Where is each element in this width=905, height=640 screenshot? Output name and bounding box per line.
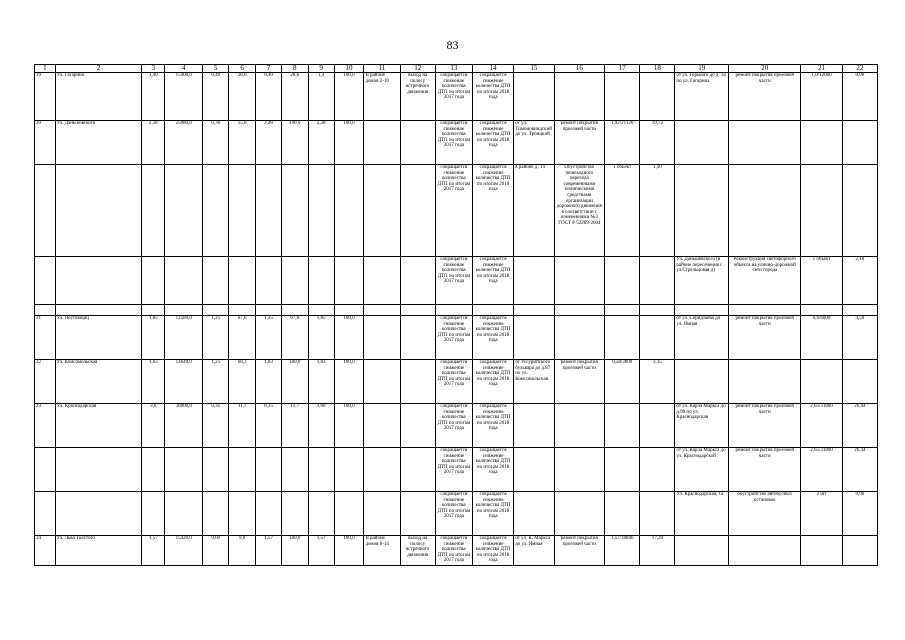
- table-cell: [364, 121, 400, 165]
- table-cell: Обустройство пешеходного перехода современными техническими средствами организации дорожного движения в соответствии с изменениями №3 ГОСТ Р 52289-2004: [554, 165, 605, 257]
- table-cell: 2,28: [142, 121, 165, 165]
- table-cell: [364, 165, 400, 257]
- table-row: [35, 305, 878, 316]
- table-cell: в районе д. 14: [514, 165, 554, 257]
- table-cell: [334, 165, 364, 257]
- table-cell: [514, 257, 554, 305]
- header-cell: 19: [675, 65, 729, 73]
- table-cell: [203, 448, 229, 492]
- table-cell: 1,85: [142, 316, 165, 360]
- table-cell: [801, 121, 842, 165]
- table-cell: от ул. Тимоновиндский до ул. Троицкий: [514, 121, 554, 165]
- table-cell: 26,44: [842, 448, 877, 492]
- table-cell: [203, 257, 229, 305]
- table-cell: 1 объект: [605, 165, 640, 257]
- table-cell: 14640,0: [165, 360, 203, 404]
- table-cell: [514, 316, 554, 360]
- table-cell: сокращается снижение количества ДТП по итогам 2017 года: [435, 536, 472, 566]
- table-cell: [142, 305, 165, 316]
- table-cell: [514, 305, 554, 316]
- table-row: [35, 360, 878, 404]
- table-cell: 24: [35, 536, 56, 566]
- table-cell: [229, 305, 256, 316]
- table-cell: 1,83: [308, 360, 334, 404]
- table-cell: [514, 448, 554, 492]
- table-cell: [801, 360, 842, 404]
- table-cell: [675, 305, 729, 316]
- table-row: [35, 492, 878, 536]
- table-cell: 1,57: [142, 536, 165, 566]
- table-cell: [165, 305, 203, 316]
- table-row: [35, 121, 878, 165]
- table-cell: 0,58/3800: [605, 360, 640, 404]
- table-cell: выход на полосу встречного движения: [400, 73, 435, 121]
- table-cell: [605, 448, 640, 492]
- table-cell: [605, 404, 640, 448]
- table-cell: ремонт покрытия проезжей части: [554, 360, 605, 404]
- table-cell: [554, 404, 605, 448]
- table-cell: 20: [35, 121, 56, 165]
- table-cell: 11,7: [281, 404, 308, 448]
- table-cell: [229, 165, 256, 257]
- table-cell: сокращается снижение количества ДТП по итогам 2017 года: [435, 165, 472, 257]
- table-cell: 28,6: [281, 73, 308, 121]
- table-cell: [35, 448, 56, 492]
- table-cell: [308, 448, 334, 492]
- table-cell: [308, 165, 334, 257]
- table-cell: Ул. Комсомольская: [55, 360, 142, 404]
- table-cell: [55, 305, 142, 316]
- table-cell: [605, 316, 640, 360]
- table-cell: Ул. Даньшовского: [55, 121, 142, 165]
- header-row: [35, 65, 878, 73]
- table-cell: 1,57: [256, 536, 282, 566]
- table-cell: Ул. Даньшовского (в районе пересечения с ул.Стрельцовая д): [675, 257, 729, 305]
- table-cell: 15400,0: [165, 73, 203, 121]
- table-cell: [605, 257, 640, 305]
- table-cell: [675, 165, 729, 257]
- table-cell: [364, 316, 400, 360]
- table-cell: сокращается снижение количества ДТП по итогам 2018 года: [472, 492, 513, 536]
- table-cell: 0,35: [203, 404, 229, 448]
- table-cell: 1,57/18840: [605, 536, 640, 566]
- table-cell: [801, 305, 842, 316]
- header-cell: 1: [35, 65, 56, 73]
- table-cell: сокращается снижение количества ДТП по итогам 2017 года: [435, 316, 472, 360]
- table-cell: [364, 257, 400, 305]
- table-cell: Ул. Пестовщиц: [55, 316, 142, 360]
- table-cell: от ул. Карла Маркса до ул. Краснодарской: [675, 448, 729, 492]
- table-cell: 100,0: [281, 121, 308, 165]
- table-cell: [281, 492, 308, 536]
- table-cell: [640, 492, 675, 536]
- table-cell: [729, 360, 801, 404]
- table-cell: 25080,0: [165, 121, 203, 165]
- header-cell: 20: [729, 65, 801, 73]
- table-cell: 2,28: [256, 121, 282, 165]
- table-cell: 2,65/31800: [801, 404, 842, 448]
- header-cell: 18: [640, 65, 675, 73]
- table-cell: 67,6: [281, 316, 308, 360]
- table-cell: [554, 492, 605, 536]
- table-row: [35, 316, 878, 360]
- table-cell: [165, 165, 203, 257]
- table-cell: [256, 448, 282, 492]
- table-cell: [142, 257, 165, 305]
- table-cell: [640, 316, 675, 360]
- table-cell: [308, 305, 334, 316]
- table-cell: сокращается снижение количества ДТП по итогам 2018 года: [472, 165, 513, 257]
- table-cell: [400, 316, 435, 360]
- table-cell: [842, 165, 877, 257]
- table-cell: 3,0: [142, 404, 165, 448]
- table-cell: Ул. Краснодарская: [55, 404, 142, 448]
- table-cell: 12589,0: [165, 316, 203, 360]
- table-cell: 19,72: [640, 121, 675, 165]
- table-cell: сокращается снижение количества ДТП по итогам 2018 года: [472, 536, 513, 566]
- table-cell: [203, 492, 229, 536]
- table-cell: 68,3: [229, 360, 256, 404]
- table-cell: [229, 257, 256, 305]
- table-cell: сокращается снижение количества ДТП по итогам 2018 года: [472, 448, 513, 492]
- table-cell: обустройство автобусных остановок: [729, 492, 801, 536]
- table-cell: [554, 316, 605, 360]
- table-cell: [605, 305, 640, 316]
- table-cell: Реконструкция светофорного объекта на улично-дорожной сети города: [729, 257, 801, 305]
- table-cell: сокращается снижение количества ДТП по итогам 2018 года: [472, 404, 513, 448]
- table-cell: [675, 536, 729, 566]
- table-row: [35, 257, 878, 305]
- table-cell: [55, 492, 142, 536]
- table-cell: [308, 492, 334, 536]
- table-cell: 1,25: [256, 316, 282, 360]
- table-cell: 1,0/12000: [801, 73, 842, 121]
- table-cell: [640, 73, 675, 121]
- table-cell: сокращается снижение количества ДТП по итогам 2017 года: [435, 73, 472, 121]
- table-cell: [334, 305, 364, 316]
- table-cell: сокращается снижение количества ДТП по итогам 2018 года: [472, 360, 513, 404]
- table-cell: сокращается снижение количества ДТП по итогам 2018 года: [472, 257, 513, 305]
- table-cell: 1,4: [308, 73, 334, 121]
- header-cell: 2: [55, 65, 142, 73]
- table-cell: [605, 492, 640, 536]
- header-cell: 11: [364, 65, 400, 73]
- header-cell: 22: [842, 65, 877, 73]
- table-cell: 22: [35, 360, 56, 404]
- table-cell: [334, 257, 364, 305]
- table-cell: сокращается снижение количества ДТП по итогам 2017 года: [435, 360, 472, 404]
- table-cell: 100,0: [334, 360, 364, 404]
- table-cell: [640, 257, 675, 305]
- table-row: [35, 165, 878, 257]
- table-cell: от Уссурийского бульвара до д.87 по ул. Комсомольская: [514, 360, 554, 404]
- table-cell: [203, 165, 229, 257]
- table-cell: [334, 492, 364, 536]
- table-cell: 100,0: [334, 536, 364, 566]
- table-cell: [364, 360, 400, 404]
- table-cell: Ул. Краснодарская, 1а: [675, 492, 729, 536]
- table-cell: [142, 492, 165, 536]
- table-cell: 15,8: [229, 121, 256, 165]
- table-cell: 17,29: [640, 536, 675, 566]
- table-cell: ремонт покрытия проезжей части: [729, 404, 801, 448]
- table-cell: 1,40: [142, 73, 165, 121]
- table-cell: [165, 448, 203, 492]
- header-cell: 15: [514, 65, 554, 73]
- table-cell: 28,6: [229, 73, 256, 121]
- table-cell: 15420,0: [165, 536, 203, 566]
- table-cell: [729, 165, 801, 257]
- table-cell: [729, 305, 801, 316]
- table-cell: [165, 492, 203, 536]
- data-table: [34, 64, 878, 566]
- header-cell: 16: [554, 65, 605, 73]
- table-cell: [400, 121, 435, 165]
- table-cell: [640, 448, 675, 492]
- table-cell: 23: [35, 404, 56, 448]
- table-cell: [842, 536, 877, 566]
- table-cell: 100,0: [281, 360, 308, 404]
- table-cell: [605, 73, 640, 121]
- table-cell: от ул. Карла Маркса до д.90 по ул. Краснодарская: [675, 404, 729, 448]
- table-cell: 26,44: [842, 404, 877, 448]
- table-cell: [801, 536, 842, 566]
- table-cell: ремонт покрытия проезжей части: [729, 316, 801, 360]
- table-cell: [364, 492, 400, 536]
- table-cell: от ул. К. Маркса до ул. Ямная: [514, 536, 554, 566]
- header-cell: 6: [229, 65, 256, 73]
- header-cell: 13: [435, 65, 472, 73]
- table-cell: ремонт покрытия проезжей части: [554, 536, 605, 566]
- table-cell: [554, 448, 605, 492]
- header-cell: 5: [203, 65, 229, 73]
- table-cell: [256, 305, 282, 316]
- table-cell: выход на полосу встречного движения: [400, 536, 435, 566]
- table-cell: Ул. Гагарина: [55, 73, 142, 121]
- table-cell: 3,00: [308, 404, 334, 448]
- table-cell: сокращается снижение количества ДТП по итогам 2017 года: [435, 492, 472, 536]
- table-cell: 100,0: [334, 404, 364, 448]
- header-cell: 8: [281, 65, 308, 73]
- table-cell: сокращается снижение количества ДТП по итогам 2017 года: [435, 257, 472, 305]
- table-row: [35, 536, 878, 566]
- table-cell: [35, 257, 56, 305]
- table-cell: ремонт покрытия проезжей части: [554, 121, 605, 165]
- table-cell: [281, 448, 308, 492]
- table-cell: [640, 404, 675, 448]
- table-cell: [364, 448, 400, 492]
- table-cell: [281, 305, 308, 316]
- table-cell: [729, 536, 801, 566]
- table-cell: [364, 305, 400, 316]
- table-cell: [675, 121, 729, 165]
- table-cell: В районе домов 2-10: [364, 73, 400, 121]
- table-cell: [281, 165, 308, 257]
- header-cell: 17: [605, 65, 640, 73]
- table-cell: 1,83: [256, 360, 282, 404]
- table-cell: [842, 360, 877, 404]
- table-cell: 4,59: [842, 316, 877, 360]
- table-cell: сокращается снижение количества ДТП по итогам 2018 года: [472, 316, 513, 360]
- page-number: 83: [446, 38, 459, 52]
- table-row: [35, 73, 878, 121]
- table-cell: В районе домов 8-14: [364, 536, 400, 566]
- table-cell: [203, 305, 229, 316]
- table-cell: [334, 448, 364, 492]
- table-cell: [472, 305, 513, 316]
- header-cell: 12: [400, 65, 435, 73]
- table-cell: 0,35: [256, 404, 282, 448]
- table-cell: 1,25: [203, 316, 229, 360]
- table-cell: 0,36: [203, 121, 229, 165]
- header-cell: 21: [801, 65, 842, 73]
- table-cell: [165, 257, 203, 305]
- table-cell: [554, 257, 605, 305]
- table-cell: [729, 121, 801, 165]
- table-cell: 67,6: [229, 316, 256, 360]
- header-cell: 10: [334, 65, 364, 73]
- table-cell: [400, 404, 435, 448]
- table-cell: сокращается снижение количества ДТП по итогам 2017 года: [435, 448, 472, 492]
- table-cell: [801, 165, 842, 257]
- table-cell: 100,0: [281, 536, 308, 566]
- table-cell: [400, 305, 435, 316]
- table-cell: сокращается снижение количества ДТП по итогам 2018 года: [472, 73, 513, 121]
- table-cell: [55, 257, 142, 305]
- table-cell: 1,85: [308, 316, 334, 360]
- table-cell: 1,25: [203, 360, 229, 404]
- table-cell: сокращается снижение количества ДТП по итогам 2017 года: [435, 121, 472, 165]
- table-cell: 1,30: [640, 165, 675, 257]
- header-cell: 3: [142, 65, 165, 73]
- table-cell: [514, 404, 554, 448]
- table-cell: [256, 257, 282, 305]
- table-cell: 1,92/21120: [605, 121, 640, 165]
- table-cell: [400, 492, 435, 536]
- table-cell: 0,40: [203, 73, 229, 121]
- table-cell: [308, 257, 334, 305]
- table-cell: 100,0: [334, 316, 364, 360]
- table-cell: 11,7: [229, 404, 256, 448]
- table-cell: 1,57: [308, 536, 334, 566]
- table-cell: [364, 404, 400, 448]
- table-cell: [435, 305, 472, 316]
- table-cell: 21: [35, 316, 56, 360]
- table-cell: [281, 257, 308, 305]
- table-cell: 9,00: [203, 536, 229, 566]
- table-cell: 1 объект: [801, 257, 842, 305]
- table-cell: 2 шт: [801, 492, 842, 536]
- table-cell: [55, 448, 142, 492]
- table-cell: 2,28: [308, 121, 334, 165]
- table-cell: [554, 305, 605, 316]
- table-cell: ремонт покрытия проезжей части: [729, 73, 801, 121]
- header-cell: 7: [256, 65, 282, 73]
- table-cell: 36000,0: [165, 404, 203, 448]
- table-cell: 2,65/31800: [801, 448, 842, 492]
- table-cell: [256, 492, 282, 536]
- table-cell: 2,10: [842, 257, 877, 305]
- table-cell: [229, 492, 256, 536]
- header-cell: 9: [308, 65, 334, 73]
- header-cell: 4: [165, 65, 203, 73]
- table-cell: Ул. Льва Толстого: [55, 536, 142, 566]
- table-cell: [514, 492, 554, 536]
- table-cell: 9,90: [842, 492, 877, 536]
- table-row: [35, 448, 878, 492]
- table-cell: [640, 305, 675, 316]
- table-cell: [400, 360, 435, 404]
- table-cell: 0,40: [256, 73, 282, 121]
- table-cell: [142, 448, 165, 492]
- table-cell: сокращается снижение количества ДТП по итогам 2018 года: [472, 121, 513, 165]
- table-cell: 3,35: [640, 360, 675, 404]
- table-cell: [842, 305, 877, 316]
- table-cell: [514, 73, 554, 121]
- table-cell: ремонт покрытия проезжей части: [729, 448, 801, 492]
- table-cell: 100,0: [334, 121, 364, 165]
- table-cell: [675, 360, 729, 404]
- table-cell: [35, 165, 56, 257]
- table-cell: 9,0: [229, 536, 256, 566]
- table-cell: от ул. Серидзаева до ул. Ямная: [675, 316, 729, 360]
- header-cell: 14: [472, 65, 513, 73]
- table-cell: от ул. Горького до д. 3а по ул. Гагарина: [675, 73, 729, 121]
- table-cell: [55, 165, 142, 257]
- table-cell: [554, 73, 605, 121]
- table-cell: [400, 257, 435, 305]
- table-cell: сокращается снижение количества ДТП по итогам 2017 года: [435, 404, 472, 448]
- table-cell: [256, 165, 282, 257]
- table-cell: [400, 165, 435, 257]
- table-cell: 1,83: [142, 360, 165, 404]
- table-cell: [229, 448, 256, 492]
- table-cell: [842, 121, 877, 165]
- table-cell: [142, 165, 165, 257]
- table-cell: [35, 492, 56, 536]
- table-cell: [35, 305, 56, 316]
- table-cell: 0,98: [842, 73, 877, 121]
- table-cell: [400, 448, 435, 492]
- table-cell: 0,6/6000: [801, 316, 842, 360]
- table-cell: 19: [35, 73, 56, 121]
- table-row: [35, 404, 878, 448]
- table-cell: 100,0: [334, 73, 364, 121]
